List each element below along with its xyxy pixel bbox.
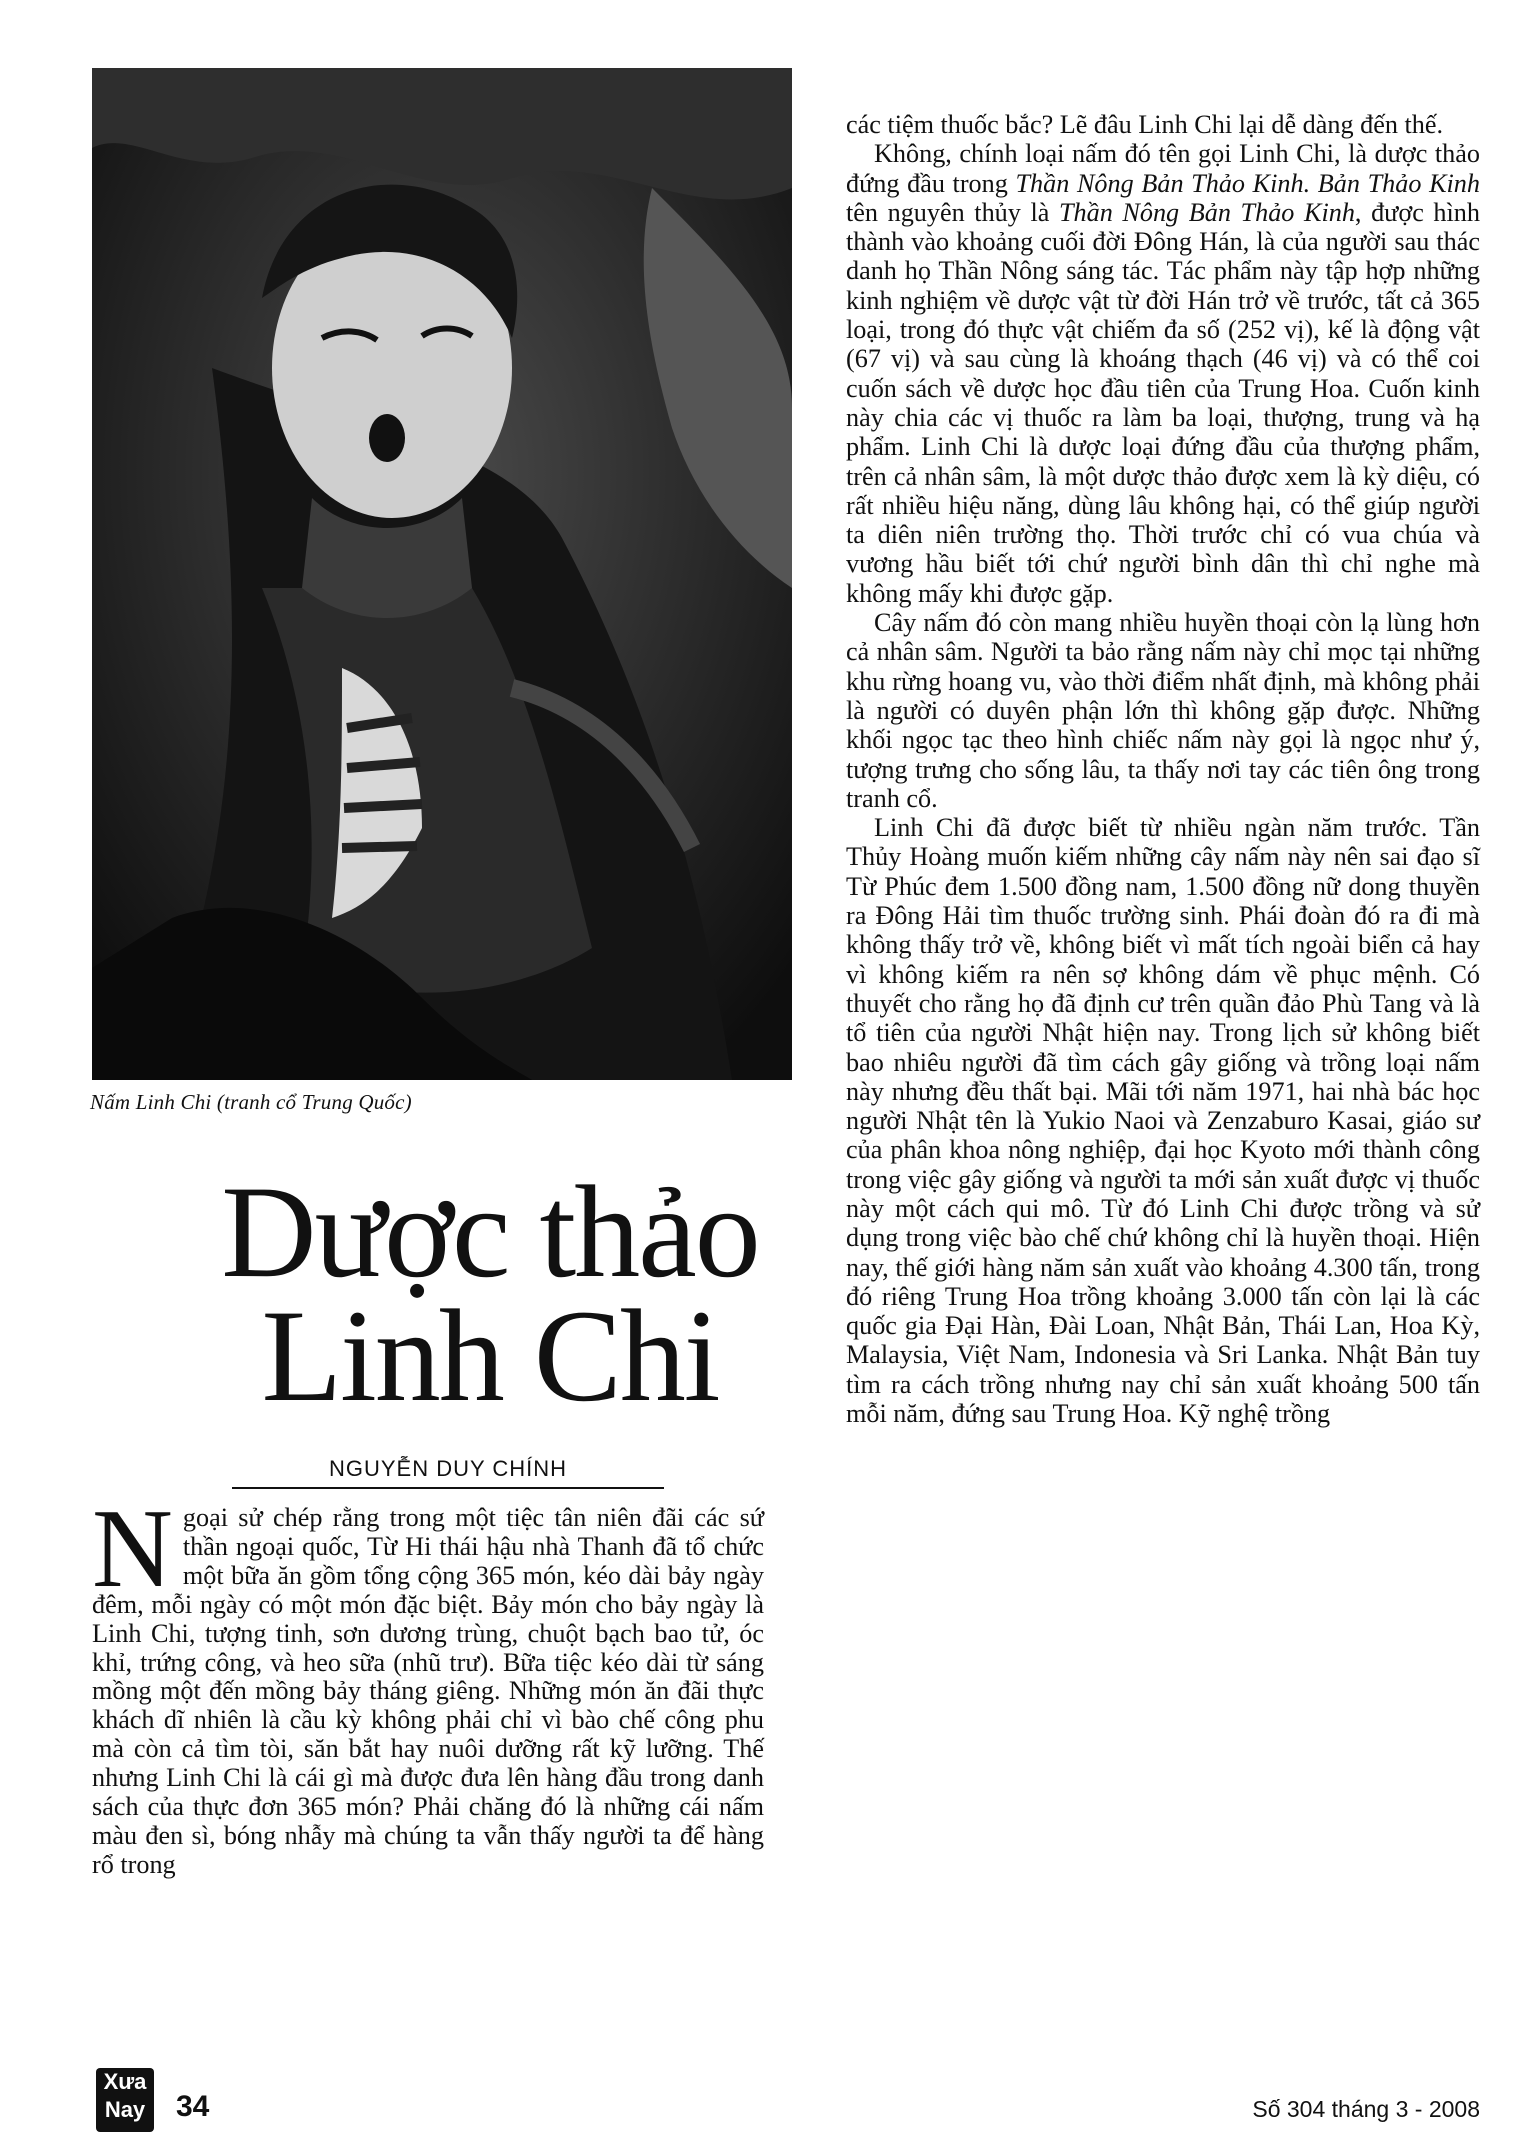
paragraph-continued: các tiệm thuốc bắc? Lẽ đâu Linh Chi lại dễ dàng đến thế. [846,110,1443,139]
paragraph-legends: Cây nấm đó còn mang nhiều huyền thoại còn lạ lùng hơn cả nhân sâm. Người ta bảo rằng nấm này chỉ mọc tại những khu rừng hoang vu, vào thời điểm nhất định, mà không phải là người có duyên phận lớn thì không gặp được. Những khối ngọc tạc theo hình chiếc nấm này gọi là ngọc như ý, tượng trưng cho sống lâu, ta thấy nơi tay các tiên ông trong tranh cổ. [846,608,1480,813]
title-line-1: Dược thảo [221,1158,759,1305]
text-span: tên nguyên thủy là [846,197,1059,227]
issue-info: Số 304 tháng 3 - 2008 [1252,2096,1480,2122]
italic-book-title: Thần Nông Bản Thảo Kinh [1058,197,1355,227]
text-span: Không, chính loại nấm đó tên gọi Linh Chi, là dược thảo đứng đầu trong [846,139,1480,198]
magazine-logo [96,2068,154,2132]
title-line-2: Linh Chi [261,1282,719,1429]
paragraph-shen-nong [846,139,1480,608]
italic-book-title: Thần Nông Bản Thảo Kinh. Bản Thảo Kinh [1015,168,1480,198]
image-caption: Nấm Linh Chi (tranh cổ Trung Quốc) [90,1090,412,1114]
text-span: , được hình thành vào khoảng cuối đời Đông Hán, là của người sau thác danh họ Thần Nông sáng tác. Tác phẩm này tập hợp những kinh nghiệm về dược vật từ đời Hán trở về trước, tất cả 365 loại, trong đó thực vật chiếm đa số (252 vị), kế là động vật (67 vị) và sau cùng là khoáng thạch (46 vị) và có thể coi cuốn sách về dược học đầu tiên của Trung Hoa. Cuốn kinh này chia các vị thuốc ra làm ba loại, thượng, trung và hạ phẩm. Linh Chi là dược loại đứng đầu của thượng phẩm, trên cả nhân sâm, là một dược thảo được xem là kỳ diệu, có rất nhiều hiệu năng, dùng lâu không hại, có thể giúp người ta diên niên trường thọ. Thời trước chỉ có vua chúa và vương hầu biết tới chứ người bình dân thì chỉ nghe mà không mấy khi được gặp. [846,197,1480,608]
left-column-text [92,1487,764,1880]
opening-paragraph-body: goại sử chép rằng trong một tiệc tân niên đãi các sứ thần ngoại quốc, Từ Hi thái hậu nhà Thanh đã tổ chức một bữa ăn gồm tổng cộng 365 món, kéo dài bảy ngày đêm, mỗi ngày có một món đặc biệt. Bảy món cho bảy ngày là Linh Chi, tượng tinh, sơn dương trùng, chuột bạch bao tử, óc khỉ, trứng công, và heo sữa (nhũ trư). Bữa tiệc kéo dài từ sáng mồng một đến mồng bảy tháng giêng. Những món ăn đãi thực khách dĩ nhiên là cầu kỳ không phải chỉ vì bào chế công phu mà còn cả tìm tòi, săn bắt hay nuôi dưỡng rất kỹ lưỡng. Thế nhưng Linh Chi là cái gì mà được đưa lên hàng đầu trong danh sách của thực đơn 365 món? Phải chăng đó là những cái nấm màu đen sì, bóng nhẫy mà chúng ta vẫn thấy người ta để hàng rổ trong [92,1503,764,1879]
painting-figure [92,68,792,1080]
author-byline: NGUYỄN DUY CHÍNH [328,1456,568,1481]
opening-paragraph [92,1487,764,1880]
byline-rule [232,1487,664,1489]
paragraph-history: Linh Chi đã được biết từ nhiều ngàn năm trước. Tần Thủy Hoàng muốn kiếm những cây nấm này nên sai đạo sĩ Từ Phúc đem 1.500 đồng nam, 1.500 đồng nữ dong thuyền ra Đông Hải tìm thuốc trường sinh. Phái đoàn đó ra đi mà không thấy trở về, không biết vì mất tích ngoài biển cả hay vì không kiếm ra nên sợ không dám về phục mệnh. Có thuyết cho rằng họ đã định cư trên quần đảo Phù Tang và là tổ tiên của người Nhật hiện nay. Trong lịch sử không biết bao nhiêu người đã tìm cách gây giống và trồng loại nấm này nhưng đều thất bại. Mãi tới năm 1971, hai nhà bác học người Nhật tên là Yukio Naoi và Zenzaburo Kasai, giáo sư của phân khoa nông nghiệp, đại học Kyoto mới thành công trong việc gây giống và người ta mới sản xuất được vị thuốc này một cách qui mô. Từ đó Linh Chi được trồng và sử dụng trong việc bào chế chứ không chỉ là huyền thoại. Hiện nay, thế giới hàng năm sản xuất vào khoảng 4.300 tấn, trong đó riêng Trung Hoa trồng khoảng 3.000 tấn còn lại là các quốc gia Đại Hàn, Đài Loan, Nhật Bản, Thái Lan, Hoa Kỳ, Malaysia, Việt Nam, Indonesia và Sri Lanka. Nhật Bản tuy tìm ra cách trồng nhưng nay chỉ sản xuất khoảng 500 tấn mỗi năm, đứng sau Trung Hoa. Kỹ nghệ trồng [846,813,1480,1429]
drop-cap: N [92,1487,173,1611]
right-column-text [846,110,1480,1428]
page-number: 34 [176,2090,210,2123]
article-title [190,1158,790,1429]
logo-top: Xưa [103,2069,147,2094]
painting-illustration [92,68,792,1080]
logo-bottom: Nay [104,2097,146,2122]
